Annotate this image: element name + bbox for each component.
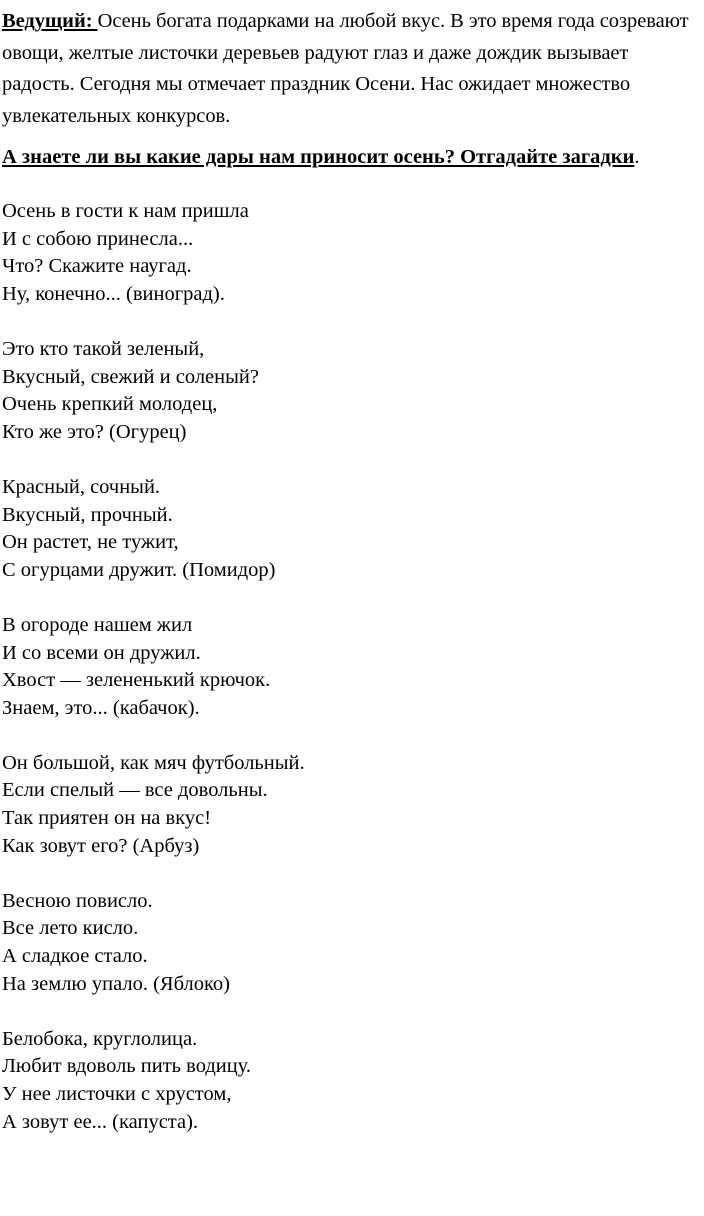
- riddle-line: Это кто такой зеленый,: [2, 337, 205, 360]
- riddle-line: Как зовут его? (Арбуз): [2, 834, 200, 857]
- riddle-line: Осень в гости к нам пришла: [2, 200, 249, 222]
- riddle-line: А зовут ее... (капуста).: [2, 1110, 199, 1133]
- riddle-line: И с собою принесла...: [2, 227, 194, 250]
- riddle-line: Знаем, это... (кабачок).: [2, 696, 200, 719]
- riddle-line: С огурцами дружит. (Помидор): [2, 558, 276, 581]
- riddles-list: [2, 198, 704, 1136]
- riddle-line: Кто же это? (Огурец): [2, 420, 187, 443]
- riddle-line: Что? Скажите наугад.: [2, 255, 192, 278]
- riddle-stanza: [2, 612, 704, 722]
- riddle-stanza: [2, 1026, 704, 1136]
- riddle-line: Хвост — зелененький крючок.: [2, 669, 271, 692]
- riddle-line: Все лето кисло.: [2, 917, 139, 940]
- riddle-stanza: [2, 198, 704, 308]
- riddle-line: У нее листочки с хрустом,: [2, 1083, 232, 1105]
- riddle-line: Так приятен он на вкус!: [2, 807, 212, 830]
- riddle-line: Любит вдоволь пить водицу.: [2, 1055, 252, 1078]
- riddle-line: Вкусный, свежий и соленый?: [2, 365, 259, 388]
- riddle-stanza: [2, 474, 704, 584]
- riddle-line: Вкусный, прочный.: [2, 503, 173, 526]
- riddle-line: В огороде нашем жил: [2, 613, 193, 636]
- riddle-line: Ну, конечно... (виноград).: [2, 282, 225, 305]
- riddle-stanza: [2, 888, 704, 998]
- riddle-line: Если спелый — все довольны.: [2, 779, 268, 802]
- riddle-line: Красный, сочный.: [2, 475, 161, 498]
- question-trailing: .: [634, 146, 640, 168]
- speaker-label: Ведущий:: [2, 10, 98, 32]
- riddle-line: А сладкое стало.: [2, 945, 148, 968]
- riddle-line: И со всеми он дружил.: [2, 641, 201, 664]
- intro-paragraph: [2, 6, 704, 132]
- riddle-line: На землю упало. (Яблоко): [2, 972, 230, 995]
- question-text: А знаете ли вы какие дары нам приносит осень? Отгадайте загадки: [2, 146, 635, 168]
- riddle-line: Он растет, не тужит,: [2, 531, 179, 554]
- riddle-question-heading: [2, 143, 704, 171]
- riddle-line: Весною повисло.: [2, 889, 153, 912]
- riddle-stanza: [2, 336, 704, 446]
- intro-text: Осень богата подарками на любой вкус. В это время года созревают овощи, желтые листочки деревьев радуют глаз и даже дождик вызывает радость. Сегодня мы отмечает праздник Осени. Нас ожидает множество увлекательных конкурсов.: [2, 10, 689, 127]
- riddle-stanza: [2, 750, 704, 860]
- riddle-line: Он большой, как мяч футбольный.: [2, 751, 305, 774]
- riddle-line: Белобока, круглолица.: [2, 1027, 198, 1050]
- riddle-line: Очень крепкий молодец,: [2, 393, 218, 416]
